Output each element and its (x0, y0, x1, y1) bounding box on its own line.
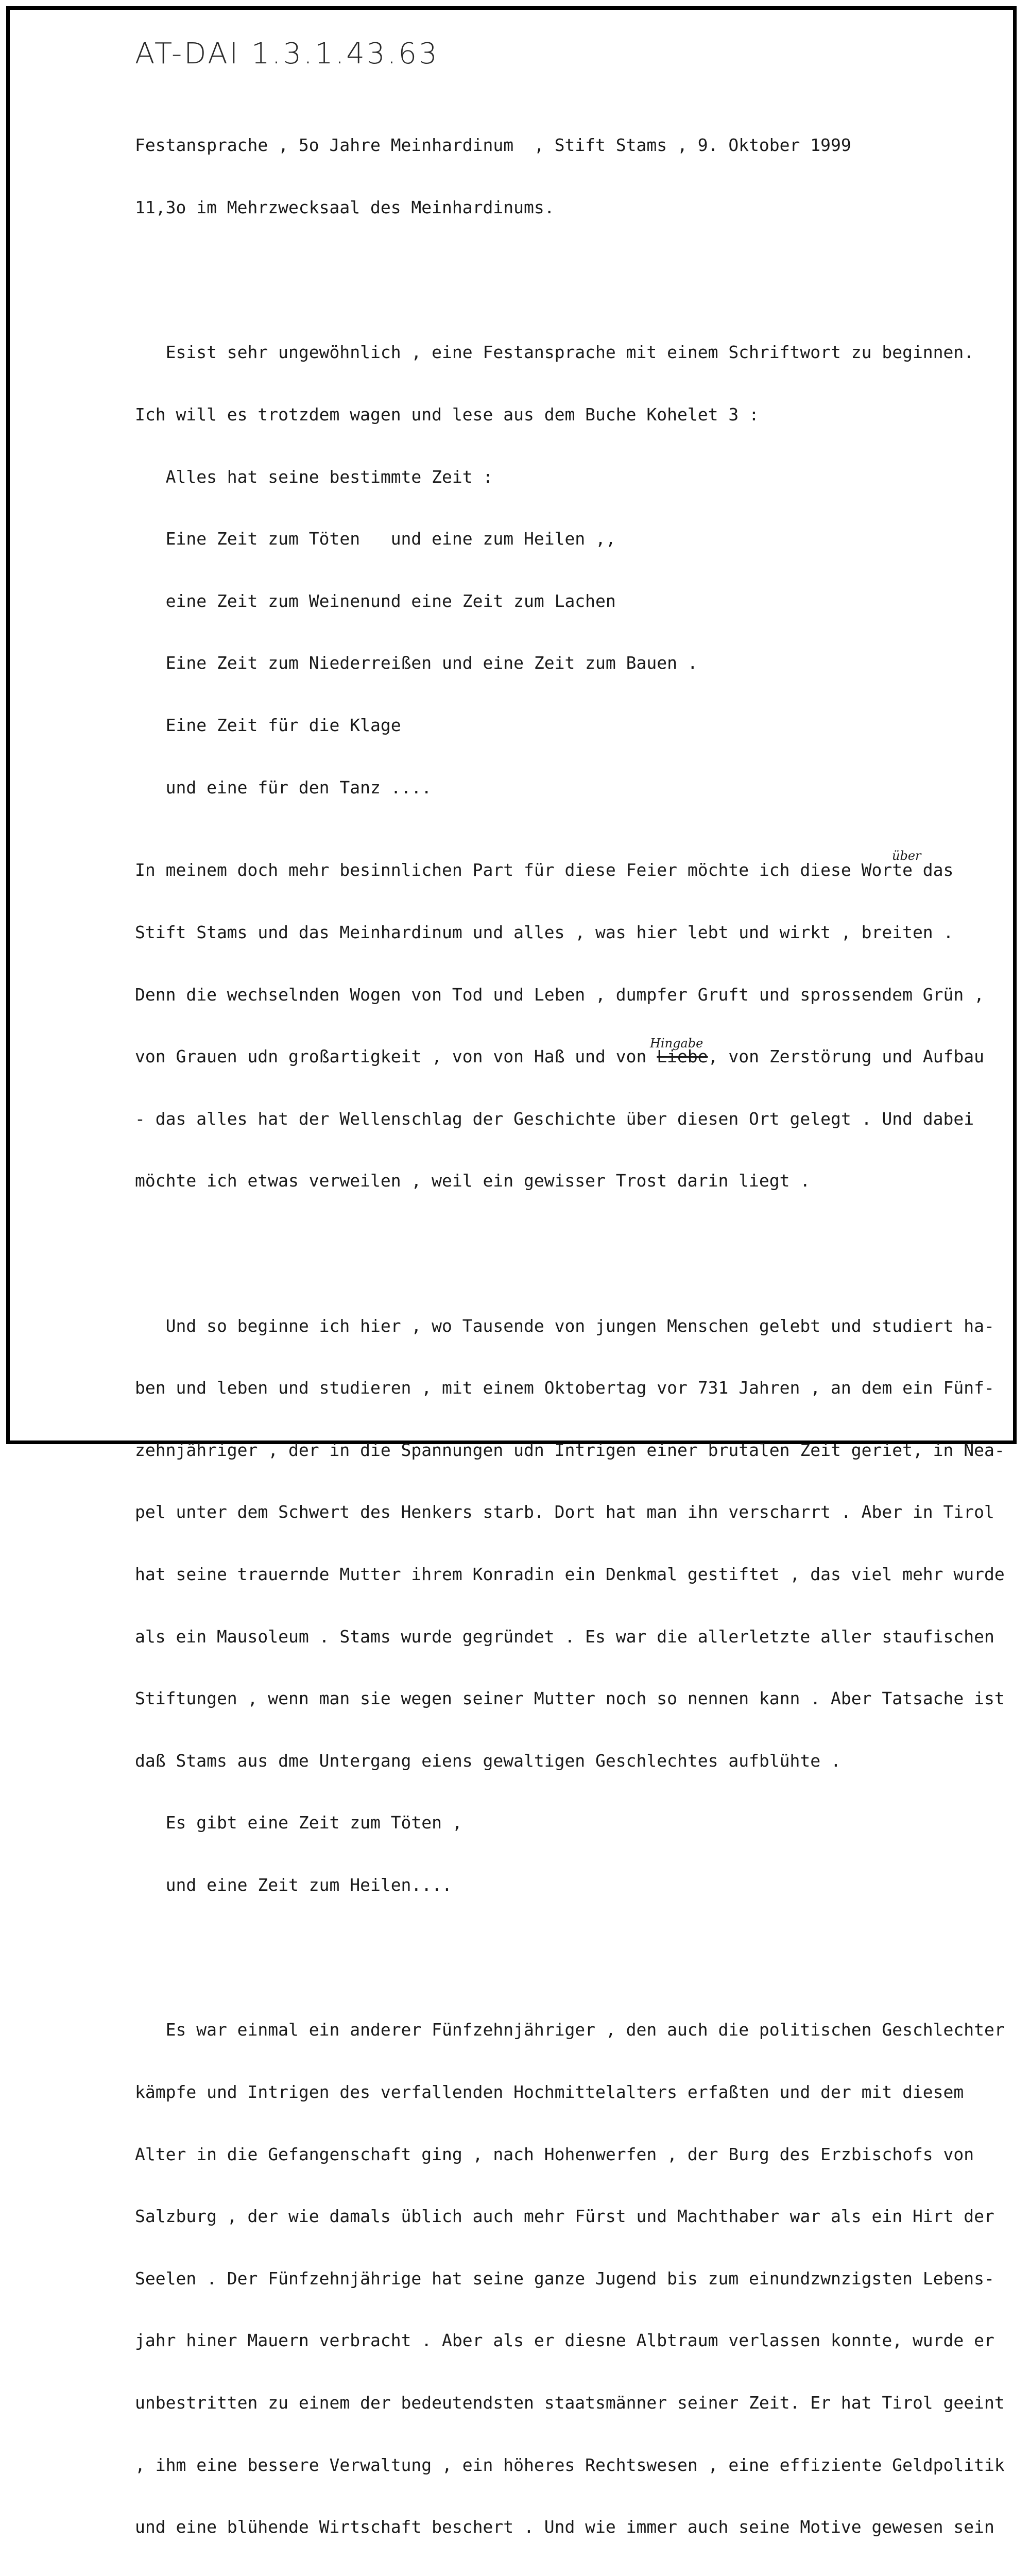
text-line: Es gibt eine Zeit zum Töten , (135, 1812, 462, 1833)
speech-text (135, 94, 1005, 2576)
text-line: Denn die wechselnden Wogen von Tod und Leben , dumpfer Gruft und sprossendem Grün , (135, 984, 985, 1005)
text-line: und eine Zeit zum Heilen.... (135, 1875, 452, 1895)
text-line: Alter in die Gefangenschaft ging , nach Hohenwerfen , der Burg des Erzbischofs von (135, 2144, 974, 2164)
text-line: und eine für den Tanz .... (135, 777, 432, 798)
struck-word: Liebe (657, 1046, 708, 1067)
text-line: , ihm eine bessere Verwaltung , ein höheres Rechtswesen , eine effiziente Geldpolitik (135, 2454, 1005, 2475)
text-line: Und so beginne ich hier , wo Tausende von jungen Menschen gelebt und studiert ha- (135, 1315, 994, 1336)
text-line (135, 849, 1000, 880)
text-line: Ich will es trotzdem wagen und lese aus dem Buche Kohelet 3 : (135, 404, 759, 425)
text-line: ben und leben und studieren , mit einem Oktobertag vor 731 Jahren , an dem ein Fünf- (135, 1378, 994, 1398)
text-line: möchte ich etwas verweilen , weil ein gewisser Trost darin liegt . (135, 1171, 811, 1191)
text-line: jahr hiner Mauern verbracht . Aber als er diesne Albtraum verlassen konnte, wurde er (135, 2330, 994, 2351)
heading-line-1: Festansprache , 5o Jahre Meinhardinum , Stift Stams , 9. Oktober 1999 (135, 135, 851, 156)
heading-line-2: 11,3o im Mehrzwecksaal des Meinhardinums. (135, 197, 555, 217)
archive-reference: AT-DAI 1.3.1.43.63 (135, 37, 439, 71)
text-line: Esist sehr ungewöhnlich , eine Festansprache mit einem Schriftwort zu beginnen. (135, 342, 974, 363)
text-line (135, 1036, 1000, 1067)
text-line: pel unter dem Schwert des Henkers starb. Dort hat man ihn verscharrt . Aber in Tirol (135, 1502, 994, 1522)
text-line: und eine blühende Wirtschaft beschert . Und wie immer auch seine Motive gewesen sein (135, 2517, 994, 2537)
text-line: hat seine trauernde Mutter ihrem Konradin ein Denkmal gestiftet , das viel mehr wurde (135, 1564, 1005, 1585)
text-line: kämpfe und Intrigen des verfallenden Hochmittelalters erfaßten und der mit diesem (135, 2082, 964, 2103)
handwritten-annotation-ueber: über (892, 849, 921, 863)
handwritten-annotation-hingabe: Hingabe (650, 1036, 703, 1051)
text-line: Stift Stams und das Meinhardinum und alles , was hier lebt und wirkt , breiten . (135, 922, 954, 942)
text-line: Salzburg , der wie damals üblich auch mehr Fürst und Machthaber war als ein Hirt der (135, 2206, 994, 2227)
text-line: eine Zeit zum Weinenund eine Zeit zum Lachen (135, 590, 616, 611)
text-segment: , von Zerstörung und Aufbau (708, 1046, 985, 1067)
text-line: Eine Zeit zum Niederreißen und eine Zeit zum Bauen . (135, 653, 698, 673)
text-line: als ein Mausoleum . Stams wurde gegründet . Es war die allerletzte aller staufischen (135, 1626, 994, 1647)
text-line: - das alles hat der Wellenschlag der Geschichte über diesen Ort gelegt . Und dabei (135, 1108, 974, 1129)
text-line: Eine Zeit für die Klage (135, 715, 401, 735)
text-line: Stiftungen , wenn man sie wegen seiner Mutter noch so nennen kann . Aber Tatsache ist (135, 1688, 1005, 1709)
text-line: Es war einmal ein anderer Fünfzehnjähriger , den auch die politischen Geschlechter (135, 2020, 1005, 2040)
text-segment: von Grauen udn großartigkeit , von von Haß und von (135, 1046, 657, 1067)
text-line: daß Stams aus dme Untergang eiens gewaltigen Geschlechtes aufblühte . (135, 1750, 841, 1771)
text-line: Alles hat seine bestimmte Zeit : (135, 466, 493, 487)
text-segment: In meinem doch mehr besinnlichen Part für diese Feier möchte ich diese Worte das (135, 860, 954, 880)
text-line: Seelen . Der Fünfzehnjährige hat seine ganze Jugend bis zum einundzwnzigsten Lebens- (135, 2268, 994, 2289)
text-line: Eine Zeit zum Töten und eine zum Heilen ,, (135, 529, 616, 549)
text-line: unbestritten zu einem der bedeutendsten staatsmänner seiner Zeit. Er hat Tirol geeint (135, 2393, 1005, 2413)
text-line: zehnjähriger , der in die Spannungen udn Intrigen einer brutalen Zeit geriet, in Nea- (135, 1439, 1005, 1460)
